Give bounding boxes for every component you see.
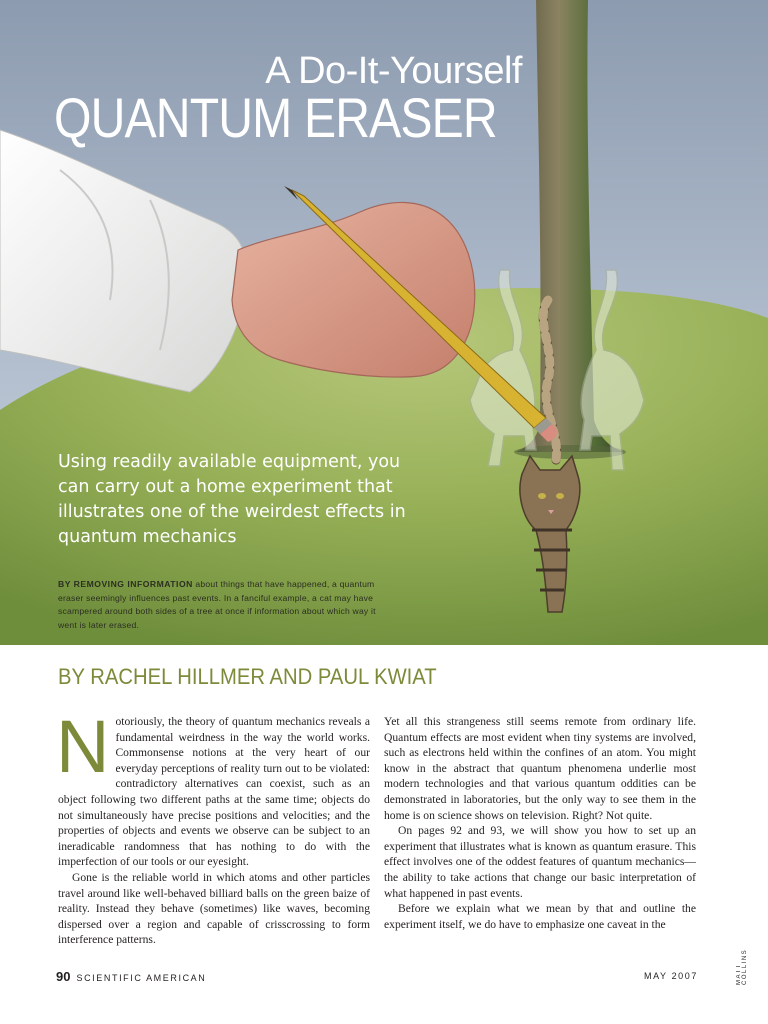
issue-date: MAY 2007 (644, 971, 698, 981)
paragraph-text: otoriously, the theory of quantum mechanics reveals a fundamental weirdness in the way the world works. Commonsense notions at the very heart of our everyday perceptions of reality turn out to be violated: contradictory alternatives can coexist, such as an object following two different paths at the same time; objects do not simultaneously have precise positions and velocities; and the properties of objects and events we observe can be subject to an ineradicable randomness that has nothing to do with the imperfection of our tools or our eyesight. (58, 715, 370, 869)
drop-cap: N (56, 705, 110, 788)
paragraph: Yet all this strangeness still seems remote from ordinary life. Quantum effects are most evident when tiny systems are involved, such as electrons held within the confines of an atom. You might know in the abstract that quantum phenomena underlie most modern technologies and that various quantum oddities can be demonstrated in laboratories, but the only way to see them in the home is on science shows on television. Right? Not quite. (384, 715, 696, 822)
deck: Using readily available equipment, you can carry out a home experiment that illustrates one of the weirdest effects in quantum mechanics (58, 452, 406, 547)
kicker-title: A Do-It-Yourself (265, 50, 522, 92)
byline: BY RACHEL HILLMER AND PAUL KWIAT (58, 664, 437, 689)
body-column-2 (384, 714, 696, 932)
body-column-1 (56, 705, 370, 948)
footer-left (56, 968, 206, 986)
paragraph: Gone is the reliable world in which atoms and other particles travel around like well-behaved billiard balls on the green baize of reality. Instead they behave (sometimes) like waves, becoming dispersed over a region and capable of crisscrossing to form interference patterns. (58, 870, 370, 947)
paragraph: On pages 92 and 93, we will show you how to set up an experiment that illustrates what is known as quantum erasure. This effect involves one of the oddest features of quantum mechanics—the ability to take actions that change our basic interpretation of what happened in past events. (384, 824, 696, 900)
paragraph: Before we explain what we mean by that and outline the experiment itself, we do have to emphasize one caveat in the (384, 902, 696, 931)
article-title: QUANTUM ERASER (54, 86, 497, 149)
page-number: 90 (56, 969, 71, 984)
paragraph (56, 705, 370, 870)
image-caption (58, 578, 378, 632)
caption-text: about things that have happened, a quantum eraser seemingly influences past events. In a fanciful example, a cat may have scampered around both sides of a tree at once if information about which way it went is later erased. (58, 579, 376, 630)
illustration-credit: MATT COLLINS (736, 948, 748, 985)
caption-lead: BY REMOVING INFORMATION (58, 579, 193, 589)
magazine-name: SCIENTIFIC AMERICAN (76, 973, 207, 983)
